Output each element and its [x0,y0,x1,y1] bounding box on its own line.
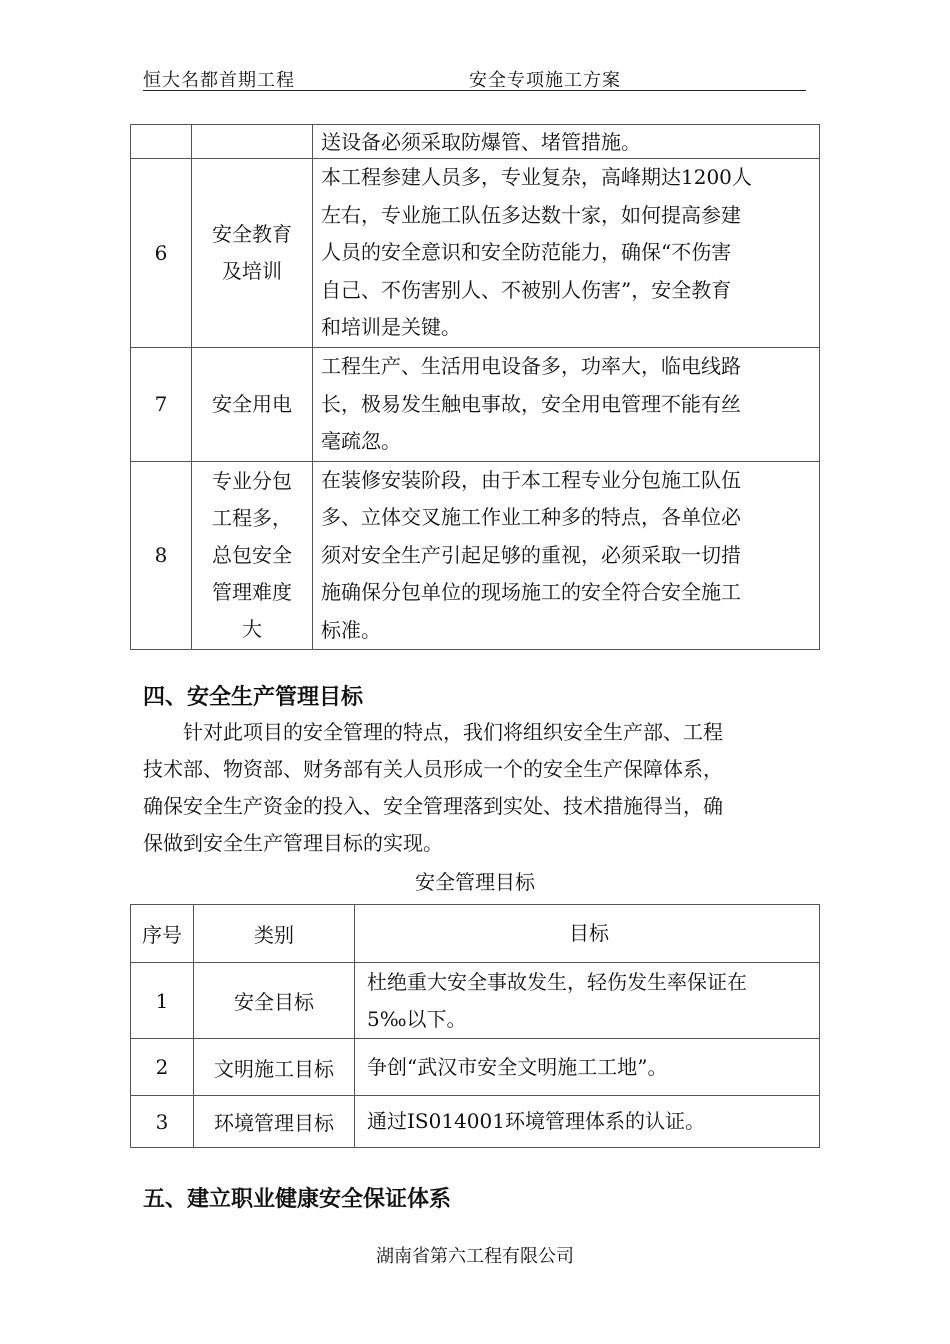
header-rule [143,90,806,91]
row-number: 8 [131,461,192,650]
footer-company: 湖南省第六工程有限公司 [376,1246,574,1267]
table-row [131,159,820,348]
table-header-row [131,905,820,963]
row-number: 1 [131,963,194,1039]
goal-table [130,904,820,1148]
row-description: 本工程参建人员多，专业复杂，高峰期达1200人 左右，专业施工队伍多达数十家，如何提高参建 人员的安全意识和安全防范能力，确保“不伤害 自己、不伤害别人、不被别人伤害”，安全教育 和培训是关键。 [313,159,820,348]
table-caption: 安全管理目标 [415,870,535,894]
table-row [131,348,820,462]
row-goal: 通过IS014001环境管理体系的认证。 [355,1096,820,1148]
row-name: 安全用电 [192,348,313,462]
column-header: 目标 [355,905,820,963]
column-header: 类别 [194,905,355,963]
header-center: 安全专项施工方案 [469,70,621,91]
row-goal: 争创“武汉市安全文明施工工地”。 [355,1039,820,1096]
row-category: 环境管理目标 [194,1096,355,1148]
row-goal: 杜绝重大安全事故发生，轻伤发生率保证在 5‰以下。 [355,963,820,1039]
row-category: 文明施工目标 [194,1039,355,1096]
table-row [131,1096,820,1148]
row-number [131,125,192,159]
section5-heading: 五、建立职业健康安全保证体系 [143,1187,452,1212]
table-row [131,461,820,650]
row-number: 7 [131,348,192,462]
table-row [131,125,820,159]
row-name [192,125,313,159]
row-description: 在装修安装阶段，由于本工程专业分包施工队伍 多、立体交叉施工作业工种多的特点，各单位必 须对安全生产引起足够的重视，必须采取一切措 施确保分包单位的现场施工的安全符合安全施工 标准。 [313,461,820,650]
header-left: 恒大名都首期工程 [143,70,295,91]
row-category: 安全目标 [194,963,355,1039]
row-number: 2 [131,1039,194,1096]
risk-table [130,124,820,650]
row-number: 6 [131,159,192,348]
column-header: 序号 [131,905,194,963]
row-number: 3 [131,1096,194,1148]
table-row [131,963,820,1039]
section4-heading: 四、安全生产管理目标 [143,685,364,710]
row-description: 送设备必须采取防爆管、堵管措施。 [313,125,820,159]
row-name: 安全教育 及培训 [192,159,313,348]
row-name: 专业分包 工程多， 总包安全 管理难度 大 [192,461,313,650]
row-description: 工程生产、生活用电设备多，功率大，临电线路 长，极易发生触电事故，安全用电管理不能有丝 毫疏忽。 [313,348,820,462]
section4-paragraph: 针对此项目的安全管理的特点，我们将组织安全生产部、工程 技术部、物资部、财务部有关人员形成一个的安全生产保障体系， 确保安全生产资金的投入、安全管理落到实处、技术措施得当，确 保做到安全生产管理目标的实现。 [143,720,723,855]
table-row [131,1039,820,1096]
